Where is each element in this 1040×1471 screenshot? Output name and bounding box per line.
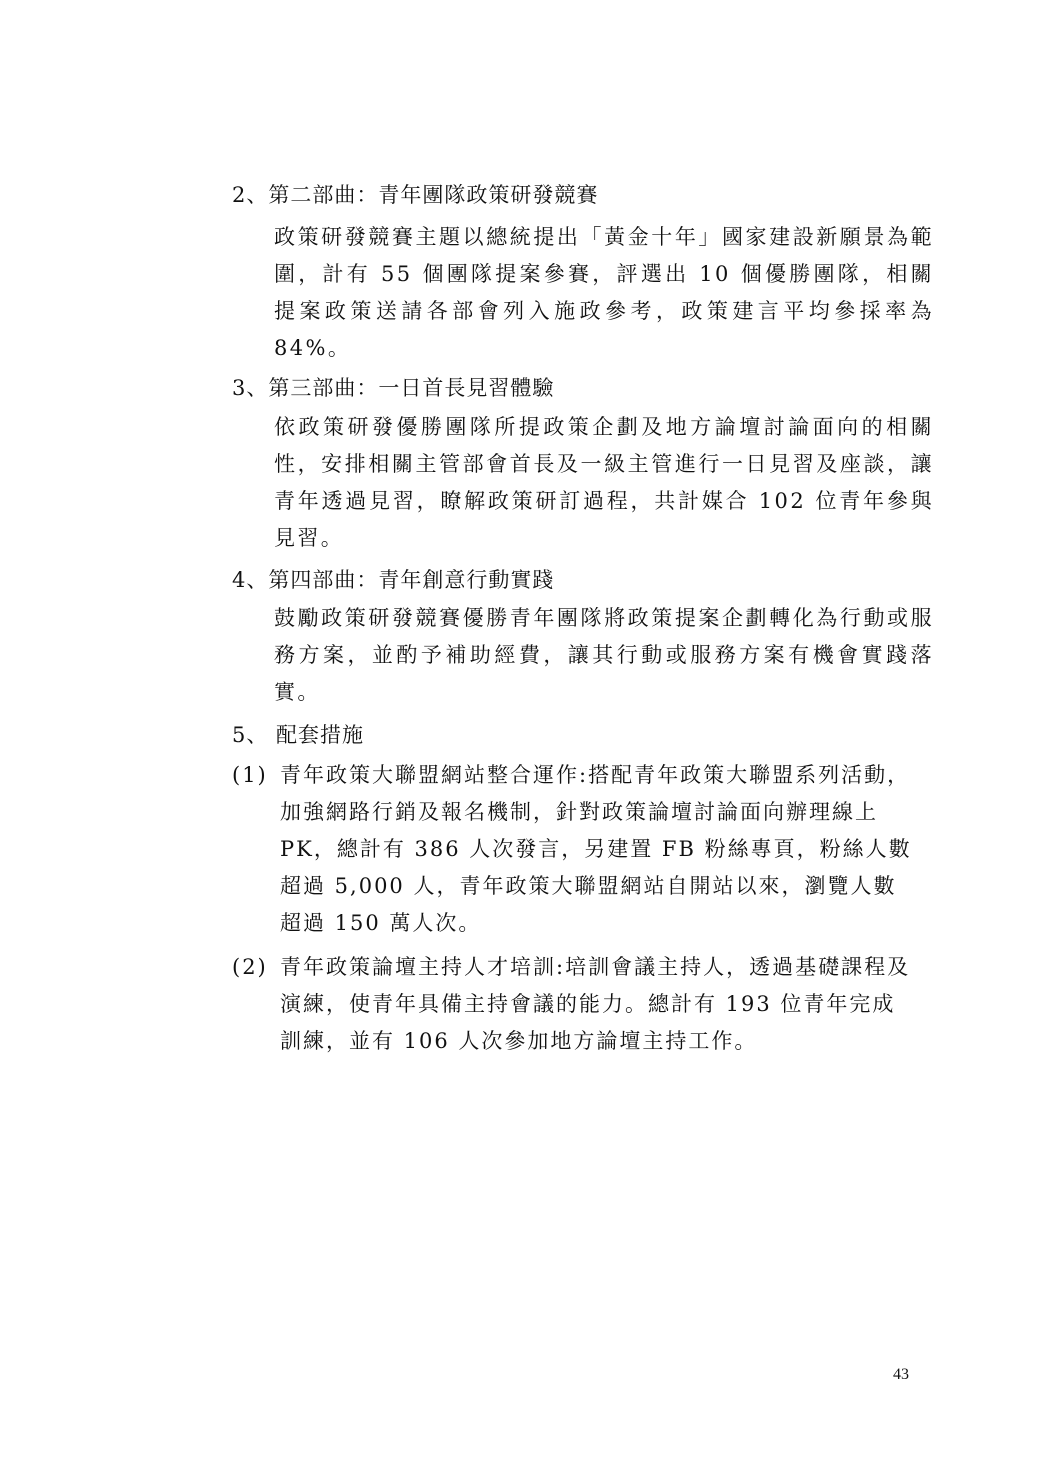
subitem-1 xyxy=(232,757,912,942)
section-4-heading: 4、第四部曲：青年創意行動實踐 xyxy=(232,568,555,592)
section-2-heading: 2、第二部曲：青年團隊政策研發競賽 xyxy=(232,183,599,207)
subitem-2 xyxy=(232,949,912,1060)
section-2-body: 政策研發競賽主題以總統提出「黃金十年」國家建設新願景為範圍，計有 55 個團隊提案參賽，評選出 10 個優勝團隊，相關提案政策送請各部會列入施政參考，政策建言平均參採率為84%。 xyxy=(274,225,934,360)
subitem-1-text: 青年政策大聯盟網站整合運作:搭配青年政策大聯盟系列活動，加強網路行銷及報名機制，針對政策論壇討論面向辦理線上 PK，總計有 386 人次發言，另建置 FB 粉絲專頁，粉絲人數超過 5,000 人，青年政策大聯盟網站自開站以來，瀏覽人數超過 150 萬人次。 xyxy=(280,763,912,935)
subitem-2-number: (2) xyxy=(232,955,268,979)
section-3-body: 依政策研發優勝團隊所提政策企劃及地方論壇討論面向的相關性，安排相關主管部會首長及一級主管進行一日見習及座談，讓青年透過見習，瞭解政策研訂過程，共計媒合 102 位青年參與見習。 xyxy=(274,415,934,550)
page-number: 43 xyxy=(893,1366,909,1383)
subitem-1-number: (1) xyxy=(232,763,268,787)
section-4-body: 鼓勵政策研發競賽優勝青年團隊將政策提案企劃轉化為行動或服務方案，並酌予補助經費，讓其行動或服務方案有機會實踐落實。 xyxy=(274,606,934,704)
section-3-heading: 3、第三部曲：一日首長見習體驗 xyxy=(232,376,555,400)
section-5-heading: 5、 配套措施 xyxy=(232,723,365,747)
subitem-2-text: 青年政策論壇主持人才培訓:培訓會議主持人，透過基礎課程及演練，使青年具備主持會議的能力。總計有 193 位青年完成訓練，並有 106 人次參加地方論壇主持工作。 xyxy=(280,955,911,1053)
